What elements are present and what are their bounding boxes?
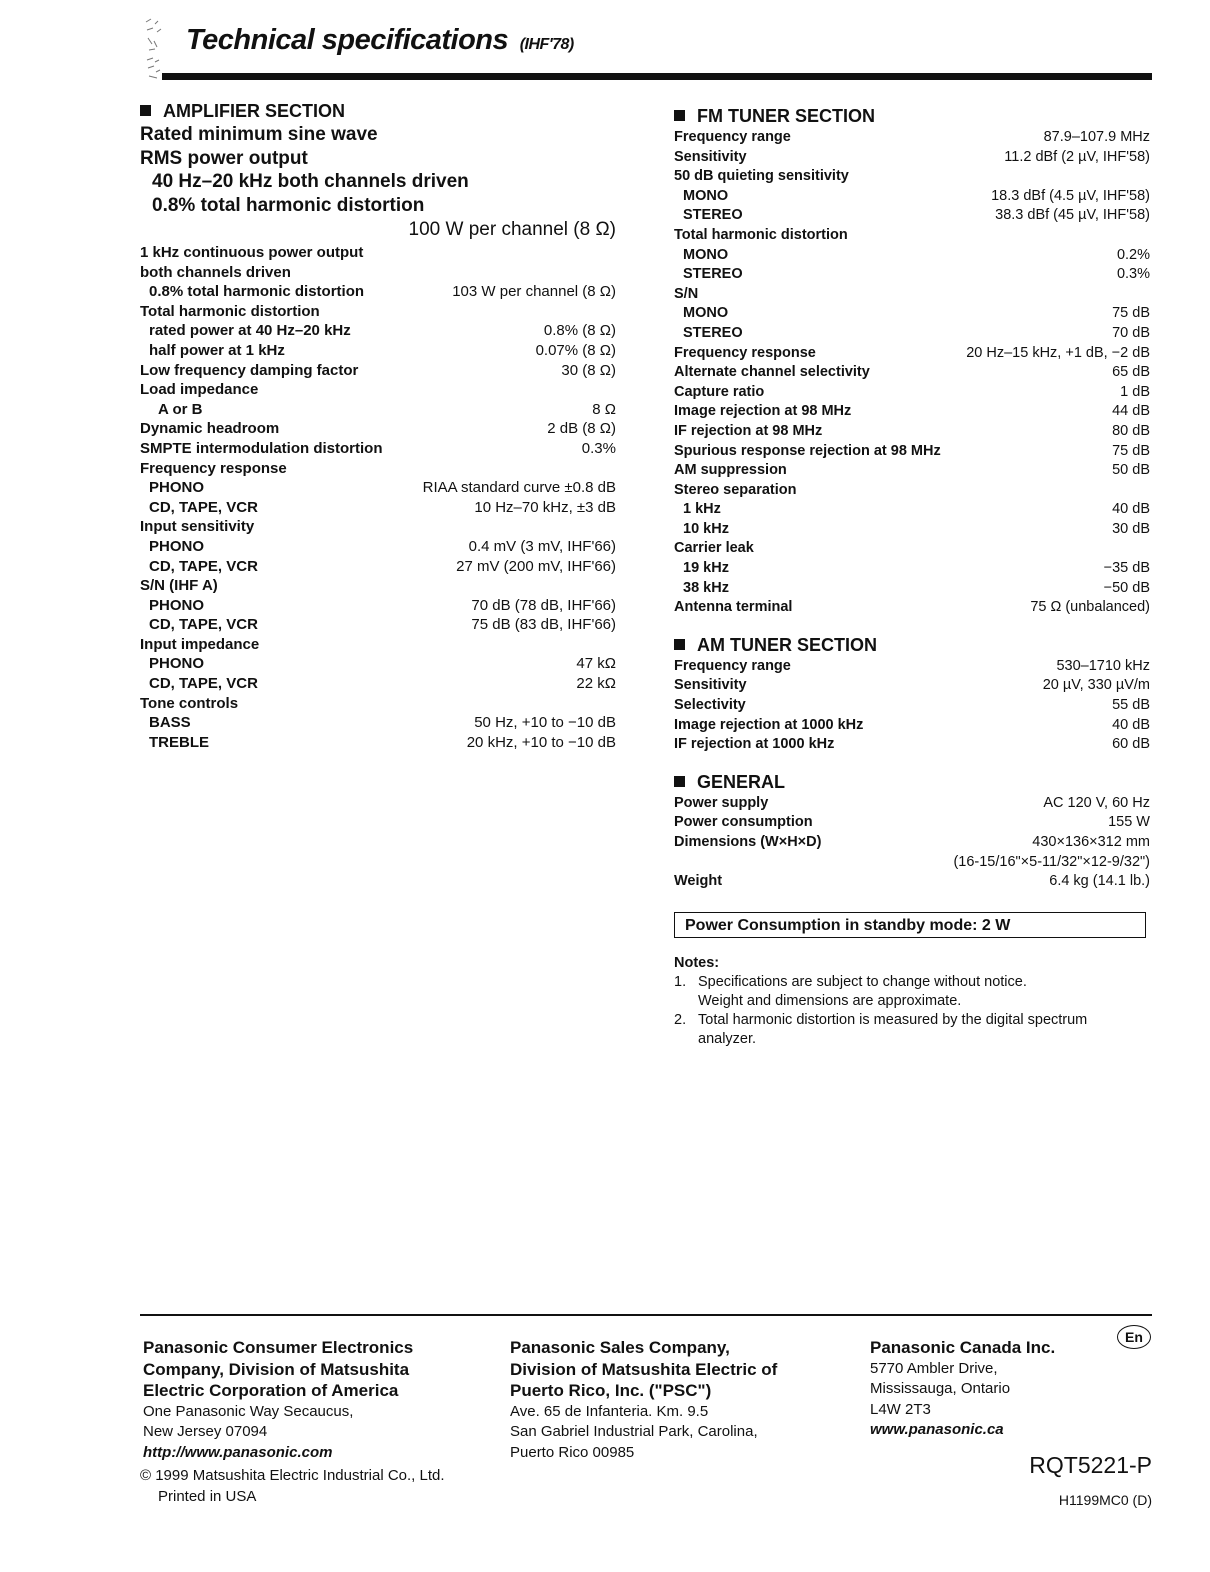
note-line: Weight and dimensions are approximate. — [698, 992, 962, 1009]
heading-text: AMPLIFIER SECTION — [163, 101, 346, 121]
spec-value: 50 dB — [1112, 462, 1150, 479]
address-line: One Panasonic Way Secaucus, — [143, 1402, 354, 1420]
address-line: New Jersey 07094 — [143, 1423, 268, 1440]
spec-label: 10 kHz — [683, 520, 729, 537]
company-name: Panasonic Canada Inc. — [870, 1338, 1056, 1357]
document-number: RQT5221-P — [1029, 1452, 1152, 1478]
title-text: Technical specifications — [186, 24, 509, 56]
spec-row — [674, 344, 1150, 364]
company-name: Electric Corporation of America — [143, 1381, 399, 1400]
spec-row — [674, 422, 1150, 442]
spec-row — [674, 657, 1150, 677]
spec-value: (16-15/16"×5-11/32"×12-9/32") — [953, 853, 1150, 870]
spec-row — [140, 654, 616, 674]
spec-value: 65 dB — [1112, 364, 1150, 381]
spec-row — [140, 615, 616, 635]
spec-label: 50 dB quieting sensitivity — [674, 168, 849, 185]
spec-row — [674, 285, 1150, 305]
address-line: Puerto Rico 00985 — [510, 1443, 635, 1461]
spec-row — [674, 539, 1150, 559]
spec-label: 19 kHz — [683, 560, 729, 577]
spec-label: Capture ratio — [674, 383, 765, 400]
spec-row — [140, 596, 616, 616]
spec-row — [674, 265, 1150, 285]
bullet-square-icon — [674, 110, 685, 121]
spec-label: rated power at 40 Hz–20 kHz — [149, 322, 351, 340]
tuner-general-column — [674, 104, 1150, 1049]
spec-label: half power at 1 kHz — [149, 341, 285, 359]
spec-value: 6.4 kg (14.1 lb.) — [1049, 873, 1150, 890]
spec-row — [140, 537, 616, 557]
spec-row — [140, 576, 616, 596]
spec-value: 75 dB (83 dB, IHF'66) — [471, 616, 616, 634]
standby-power-box: Power Consumption in standby mode: 2 W — [674, 912, 1146, 938]
bullet-square-icon — [140, 105, 151, 116]
spec-row — [674, 442, 1150, 462]
spec-row — [674, 402, 1150, 422]
spec-label: Stereo separation — [674, 481, 797, 498]
spec-row — [140, 459, 616, 479]
spec-label: 0.8% total harmonic distortion — [149, 283, 365, 301]
spec-label: STEREO — [683, 266, 743, 283]
spec-label: Dimensions (W×H×D) — [674, 834, 822, 850]
language-badge: En — [1117, 1325, 1151, 1349]
rated-power-value: 100 W per channel (8 Ω) — [408, 219, 616, 240]
spec-row — [674, 696, 1150, 716]
spec-value: 80 dB — [1112, 422, 1150, 439]
title-standard: (IHF'78) — [519, 36, 574, 53]
address-canada — [870, 1337, 1090, 1441]
spec-label: MONO — [683, 305, 729, 322]
spec-value: 11.2 dBf (2 µV, IHF'58) — [1004, 148, 1150, 165]
spec-label: STEREO — [683, 207, 743, 224]
spec-row — [140, 302, 616, 322]
notes-heading: Notes: — [674, 954, 720, 971]
address-line: Ave. 65 de Infanteria. Km. 9.5 — [510, 1402, 709, 1420]
spec-row — [140, 635, 616, 655]
note-item — [674, 1011, 1150, 1049]
spec-row — [140, 243, 616, 263]
spec-value: −35 dB — [1103, 560, 1150, 577]
spec-value: 0.8% (8 Ω) — [543, 322, 616, 340]
spec-row — [674, 304, 1150, 324]
spec-row — [140, 282, 616, 302]
address-line: 5770 Ambler Drive, — [870, 1359, 998, 1377]
spec-label: AM suppression — [674, 462, 787, 479]
spec-value: 50 Hz, +10 to −10 dB — [474, 714, 616, 732]
spec-row — [674, 461, 1150, 481]
spec-value: 30 (8 Ω) — [561, 361, 616, 379]
spec-label: MONO — [683, 187, 729, 204]
spec-label: Sensitivity — [674, 677, 747, 694]
spec-row — [140, 380, 616, 400]
spec-label: Dynamic headroom — [140, 420, 280, 438]
spec-value: 44 dB — [1112, 403, 1150, 420]
spec-row — [674, 206, 1150, 226]
spec-label: STEREO — [683, 324, 743, 341]
footer-rule — [140, 1314, 1152, 1316]
spec-value: 40 dB — [1112, 716, 1150, 733]
spec-value: 75 Ω (unbalanced) — [1030, 599, 1150, 616]
am-section-heading — [674, 633, 1150, 657]
spec-row — [674, 481, 1150, 501]
note-text — [698, 1011, 1150, 1049]
spec-label: Frequency response — [140, 459, 287, 477]
spec-label: Power supply — [674, 794, 769, 811]
spec-label: CD, TAPE, VCR — [149, 557, 258, 575]
spec-value: 20 µV, 330 µV/m — [1042, 677, 1150, 694]
spec-row — [674, 735, 1150, 755]
copyright-text: © 1999 Matsushita Electric Industrial Co., Ltd. — [140, 1467, 445, 1484]
spec-label: 38 kHz — [683, 579, 729, 596]
spec-label: Weight — [674, 873, 723, 890]
heading-text: GENERAL — [697, 771, 786, 792]
rated-power-line: 40 Hz–20 kHz both channels driven — [152, 171, 469, 192]
spec-label: Frequency range — [674, 657, 791, 674]
spec-row — [674, 500, 1150, 520]
print-code: H1199MC0 (D) — [1058, 1492, 1152, 1508]
spec-row — [674, 383, 1150, 403]
spec-label: MONO — [683, 246, 729, 263]
spec-value: 530–1710 kHz — [1056, 657, 1150, 674]
spec-label: PHONO — [149, 479, 205, 497]
spec-row — [674, 598, 1150, 618]
spec-label: Carrier leak — [674, 540, 754, 557]
spec-value: 38.3 dBf (45 µV, IHF'58) — [995, 207, 1150, 224]
printed-in-text: Printed in USA — [158, 1488, 257, 1505]
spec-value: 47 kΩ — [576, 655, 616, 673]
spec-row — [674, 794, 1150, 814]
spec-row — [674, 872, 1150, 892]
website-link[interactable]: www.panasonic.ca — [870, 1421, 1004, 1438]
spec-label: SMPTE intermodulation distortion — [140, 439, 383, 457]
spec-label: PHONO — [149, 655, 205, 673]
spec-label: TREBLE — [149, 733, 209, 751]
spec-value: 40 dB — [1112, 501, 1150, 518]
spec-label: Frequency response — [674, 344, 816, 361]
spec-row — [140, 341, 616, 361]
spec-row — [140, 694, 616, 714]
spec-row — [674, 167, 1150, 187]
spec-row — [140, 321, 616, 341]
spec-label: Input impedance — [140, 635, 260, 653]
copyright-block — [140, 1465, 445, 1507]
amplifier-column — [140, 99, 616, 752]
spec-row — [674, 813, 1150, 833]
spec-label: S/N — [674, 285, 699, 302]
spec-value: 430×136×312 mm — [1032, 834, 1150, 850]
spec-label: both channels driven — [140, 263, 291, 281]
spec-label: A or B — [158, 400, 203, 418]
spec-label: Image rejection at 98 MHz — [674, 403, 852, 420]
spec-row — [674, 226, 1150, 246]
spec-value: 2 dB (8 Ω) — [547, 420, 616, 438]
spec-value: RIAA standard curve ±0.8 dB — [422, 479, 616, 497]
spec-label: 1 kHz continuous power output — [140, 244, 364, 261]
address-line: Mississauga, Ontario — [870, 1380, 1011, 1397]
spec-value: 70 dB — [1112, 324, 1150, 341]
company-name: Panasonic Sales Company, — [510, 1338, 730, 1357]
spec-label: Input sensitivity — [140, 518, 255, 536]
spec-row — [140, 674, 616, 694]
spec-row — [674, 853, 1150, 873]
spec-label: S/N (IHF A) — [140, 577, 218, 595]
spec-value: 155 W — [1108, 814, 1150, 831]
spec-row — [140, 713, 616, 733]
company-name: Division of Matsushita Electric of — [510, 1359, 778, 1379]
spec-value: 70 dB (78 dB, IHF'66) — [471, 596, 616, 614]
spec-label: IF rejection at 1000 kHz — [674, 736, 835, 753]
heading-text: AM TUNER SECTION — [697, 634, 877, 655]
note-number: 2. — [674, 1011, 687, 1028]
note-number: 1. — [674, 973, 687, 990]
spec-value: 0.3% — [1116, 266, 1150, 283]
note-text — [698, 973, 1150, 1011]
notes-block — [674, 954, 1150, 1049]
spec-row — [674, 716, 1150, 736]
spec-value: 10 Hz–70 kHz, ±3 dB — [474, 498, 616, 516]
spec-row — [140, 557, 616, 577]
spec-value: AC 120 V, 60 Hz — [1043, 794, 1150, 811]
note-line: Total harmonic distortion is measured by the digital spectrum — [698, 1011, 1088, 1028]
spec-row — [140, 361, 616, 381]
spec-label: Spurious response rejection at 98 MHz — [674, 442, 941, 459]
spec-row — [140, 517, 616, 537]
bullet-square-icon — [674, 639, 685, 650]
spec-label: CD, TAPE, VCR — [149, 616, 258, 634]
spec-value: 0.07% (8 Ω) — [535, 341, 616, 359]
spec-row — [674, 520, 1150, 540]
company-name: Panasonic Consumer Electronics — [143, 1338, 414, 1357]
note-item — [674, 973, 1150, 1011]
address-line: L4W 2T3 — [870, 1400, 931, 1418]
spec-value: −50 dB — [1103, 579, 1150, 596]
spec-value: 60 dB — [1112, 736, 1150, 753]
spec-label: Frequency range — [674, 129, 791, 145]
spec-label: PHONO — [149, 596, 205, 614]
spec-label: Low frequency damping factor — [140, 361, 359, 379]
spec-label: Image rejection at 1000 kHz — [674, 716, 864, 733]
spec-value: 18.3 dBf (4.5 µV, IHF'58) — [991, 187, 1150, 204]
spec-row — [140, 263, 616, 283]
spec-row — [140, 733, 616, 753]
spec-value: 20 kHz, +10 to −10 dB — [466, 733, 616, 751]
general-section-heading — [674, 770, 1150, 794]
spec-row — [674, 148, 1150, 168]
heading-text: FM TUNER SECTION — [697, 106, 875, 126]
company-name: Puerto Rico, Inc. ("PSC") — [510, 1381, 712, 1400]
rated-power-line: RMS power output — [140, 147, 308, 169]
spec-row — [674, 833, 1150, 853]
note-line: Specifications are subject to change without notice. — [698, 973, 1027, 990]
spec-row — [140, 439, 616, 459]
amplifier-section-heading — [140, 99, 616, 123]
spec-label: Alternate channel selectivity — [674, 364, 870, 381]
address-line: San Gabriel Industrial Park, Carolina, — [510, 1423, 758, 1440]
rated-power-line: 0.8% total harmonic distortion — [152, 194, 425, 216]
spec-row — [140, 400, 616, 420]
spec-row — [140, 478, 616, 498]
spec-label: CD, TAPE, VCR — [149, 498, 258, 516]
spec-value: 1 dB — [1120, 383, 1150, 400]
rated-power-line: Rated minimum sine wave — [140, 124, 378, 145]
spec-value: 75 dB — [1112, 305, 1150, 322]
spec-label: Selectivity — [674, 697, 746, 714]
spec-row — [674, 246, 1150, 266]
spec-label: Power consumption — [674, 814, 813, 831]
spec-row — [140, 498, 616, 518]
note-line: analyzer. — [698, 1030, 757, 1047]
spec-row — [674, 363, 1150, 383]
spec-label: IF rejection at 98 MHz — [674, 422, 823, 439]
spec-value: 103 W per channel (8 Ω) — [452, 283, 616, 301]
spec-row — [674, 324, 1150, 344]
spec-label: Tone controls — [140, 694, 239, 712]
spec-value: 75 dB — [1112, 442, 1150, 459]
spec-value: 22 kΩ — [576, 675, 616, 693]
spec-label: Sensitivity — [674, 148, 747, 165]
spec-value: 20 Hz–15 kHz, +1 dB, −2 dB — [966, 344, 1150, 361]
spec-row — [674, 579, 1150, 599]
spec-label: CD, TAPE, VCR — [149, 675, 258, 693]
spec-row — [140, 419, 616, 439]
spec-value: 0.4 mV (3 mV, IHF'66) — [468, 537, 616, 555]
spec-label: Load impedance — [140, 381, 259, 399]
spec-row — [674, 187, 1150, 207]
spec-value: 55 dB — [1112, 697, 1150, 714]
spec-value: 0.3% — [581, 439, 616, 457]
spec-label: PHONO — [149, 537, 205, 555]
website-link[interactable]: http://www.panasonic.com — [143, 1443, 333, 1461]
company-name: Company, Division of Matsushita — [143, 1359, 410, 1379]
address-usa — [143, 1337, 483, 1463]
spec-value: 0.2% — [1116, 246, 1150, 263]
spec-value: 87.9–107.9 MHz — [1043, 129, 1150, 145]
bullet-square-icon — [674, 776, 685, 787]
title-rule — [162, 73, 1152, 80]
spec-value: 27 mV (200 mV, IHF'66) — [456, 557, 616, 575]
spec-row — [674, 128, 1150, 148]
address-puerto-rico — [510, 1337, 840, 1463]
spec-label: Total harmonic distortion — [140, 302, 320, 320]
spec-label: Antenna terminal — [674, 599, 793, 616]
page-title — [186, 24, 574, 57]
spec-value: 30 dB — [1112, 520, 1150, 537]
spec-row — [674, 559, 1150, 579]
spec-label: 1 kHz — [683, 501, 721, 518]
spec-label: Total harmonic distortion — [674, 226, 848, 243]
spec-label: BASS — [149, 714, 191, 732]
spec-row — [674, 676, 1150, 696]
spec-value: 8 Ω — [592, 400, 616, 418]
fm-section-heading — [674, 104, 1150, 128]
